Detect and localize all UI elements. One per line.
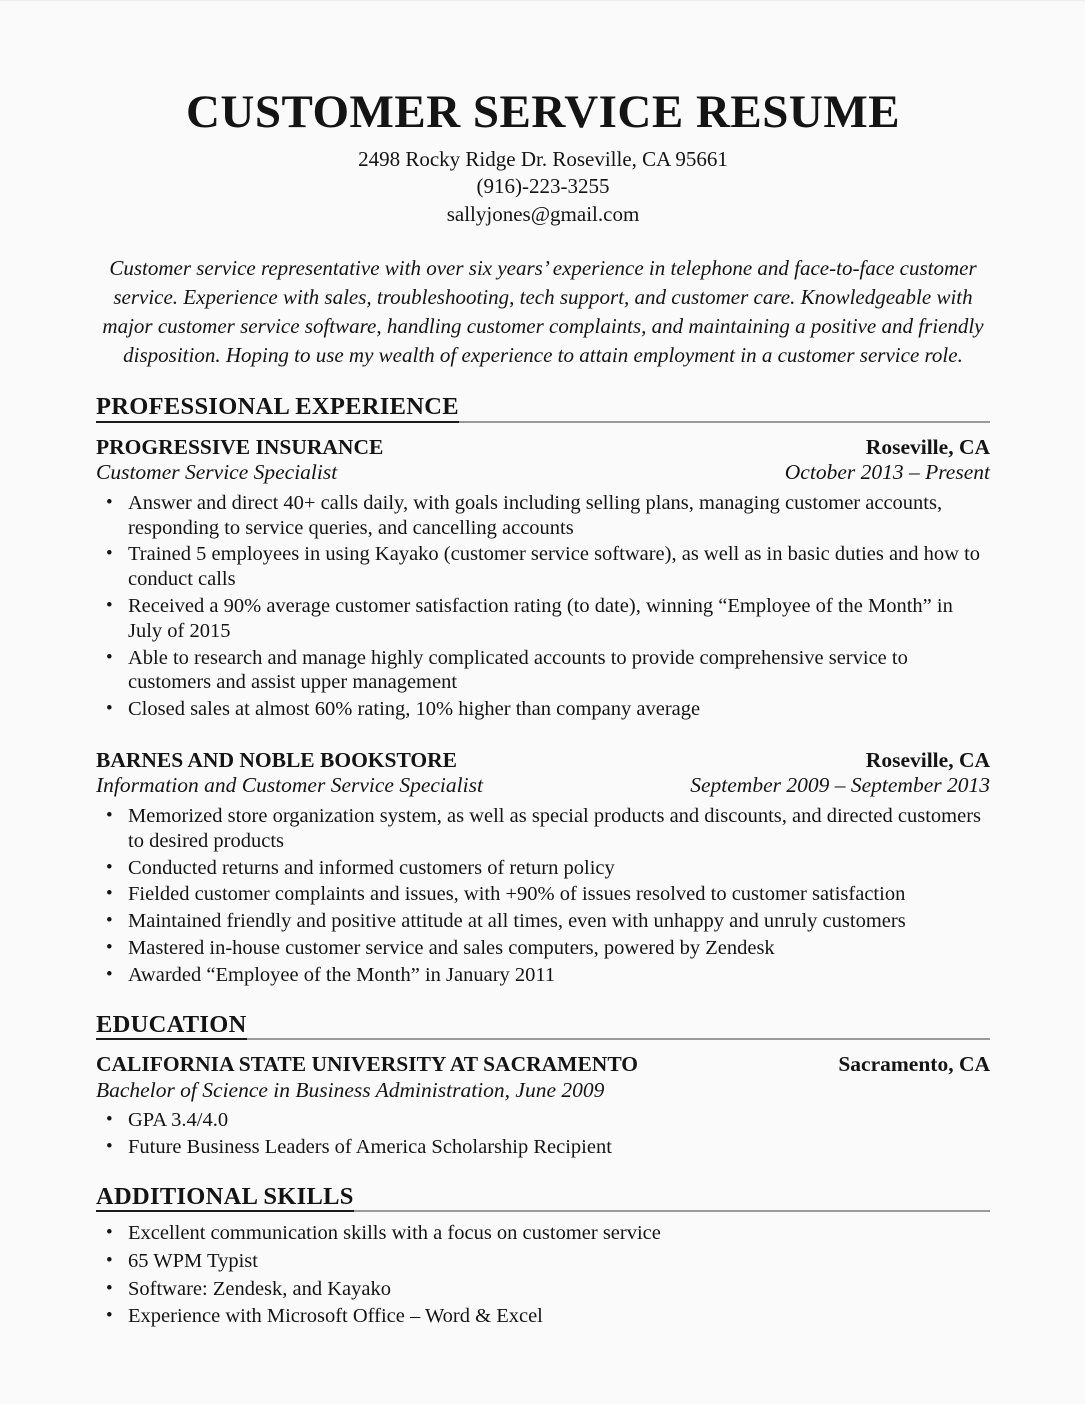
bullet-text: Excellent communication skills with a focus on customer service [128,1222,661,1245]
bullet-item [96,909,990,934]
section-heading-rule [96,395,990,423]
entry-subheader-row [96,773,990,799]
bullet-icon: • [106,646,113,668]
bullet-item [96,936,990,961]
bullet-icon: • [106,963,113,985]
bullet-item [96,1221,990,1246]
bullet-item [96,1277,990,1302]
contact-address: 2498 Rocky Ridge Dr. Roseville, CA 95661 [358,146,728,171]
section-heading: PROFESSIONAL EXPERIENCE [96,395,459,423]
bullet-item [96,1135,990,1160]
role-dates: September 2009 – September 2013 [690,773,990,798]
org-location: Sacramento, CA [838,1052,990,1076]
experience-entry-progressive [96,435,990,722]
bullet-item [96,1108,990,1133]
bullet-icon: • [106,856,113,878]
summary-paragraph: Customer service representative with over six years’ experience in telephone and face-to-face customer service. Experience with sales, troubleshooting, tech support, and customer care. Knowledgeable with major customer service software, handling customer complaints, and maintaining a positive and friendly disposition. Hoping to use my wealth of experience to attain employment in a customer service role. [102,256,984,368]
bullet-text: Future Business Leaders of America Scholarship Recipient [128,1135,612,1158]
education-entry [96,1052,990,1160]
experience-entry-barnes-noble [96,748,990,988]
bullet-item [96,646,990,696]
bullet-text: Memorized store organization system, as well as special products and discounts, and directed customers to desired products [128,804,981,852]
bullet-text: Answer and direct 40+ calls daily, with goals including selling plans, managing customer accounts, responding to service queries, and cancelling accounts [128,491,943,539]
section-heading-rule [96,1182,990,1213]
bullet-icon: • [106,594,113,616]
bullet-icon: • [106,1249,113,1271]
role-dates: October 2013 – Present [784,460,990,485]
role-title: Customer Service Specialist [96,460,338,485]
bullet-list [96,1221,990,1329]
bullet-text: Fielded customer complaints and issues, with +90% of issues resolved to customer satisfaction [128,883,906,906]
role-title: Bachelor of Science in Business Administration, June 2009 [96,1077,605,1102]
bullet-item [96,882,990,907]
bullet-icon: • [106,910,113,932]
section-additional-skills [96,1182,990,1330]
section-professional-experience [96,395,990,987]
bullet-icon: • [106,1109,113,1130]
section-heading: EDUCATION [96,1013,247,1041]
bullet-item [96,1249,990,1274]
bullet-text: Trained 5 employees in using Kayako (customer service software), as well as in basic duties and how to conduct calls [128,543,981,591]
bullet-item [96,1304,990,1329]
bullet-list [96,491,990,722]
bullet-text: Maintained friendly and positive attitude at all times, even with unhappy and unruly customers [128,910,906,933]
contact-phone: (916)-223-3255 [476,174,610,199]
org-name: BARNES AND NOBLE BOOKSTORE [96,747,458,772]
bullet-list [96,1108,990,1160]
bullet-icon: • [106,804,113,826]
entry-header-row [96,748,990,774]
bullet-icon: • [106,543,113,565]
bullet-item [96,697,990,722]
bullet-item [96,804,990,854]
entry-header-row [96,1052,990,1078]
role-title: Information and Customer Service Specialist [96,773,483,798]
bullet-icon: • [106,1135,113,1157]
contact-email: sallyjones@gmail.com [446,201,640,226]
bullet-icon: • [106,936,113,958]
org-location: Roseville, CA [865,747,990,772]
bullet-text: GPA 3.4/4.0 [128,1109,229,1131]
bullet-icon: • [106,1222,113,1244]
bullet-text: Awarded “Employee of the Month” in January 2011 [128,963,556,986]
bullet-text: Software: Zendesk, and Kayako [128,1277,391,1300]
bullet-icon: • [106,883,113,905]
bullet-item [96,963,990,988]
bullet-icon: • [106,1305,113,1327]
entry-header-row [96,435,990,461]
resume-document [96,1,990,1332]
section-education [96,1010,990,1160]
org-name: CALIFORNIA STATE UNIVERSITY AT SACRAMENTO [96,1052,638,1076]
bullet-icon: • [106,1277,113,1299]
bullet-item [96,594,990,644]
bullet-list [96,804,990,988]
org-name: PROGRESSIVE INSURANCE [96,434,384,459]
org-location: Roseville, CA [865,434,990,459]
bullet-text: Received a 90% average customer satisfaction rating (to date), winning “Employee of the Month” in July of 2015 [128,594,953,642]
bullet-text: Mastered in-house customer service and sales computers, powered by Zendesk [128,936,775,959]
resume-title: CUSTOMER SERVICE RESUME [185,86,901,138]
bullet-text: Closed sales at almost 60% rating, 10% higher than company average [128,698,701,721]
bullet-text: Conducted returns and informed customers of return policy [128,856,615,879]
bullet-text: 65 WPM Typist [128,1249,258,1272]
bullet-icon: • [106,491,113,513]
bullet-item [96,856,990,881]
resume-header [96,87,990,228]
bullet-text: Experience with Microsoft Office – Word & Excel [128,1305,543,1328]
bullet-item [96,542,990,592]
section-heading-rule [96,1010,990,1041]
skills-entry [96,1221,990,1329]
bullet-text: Able to research and manage highly complicated accounts to provide comprehensive service to customers and assist upper management [128,646,908,694]
bullet-item [96,491,990,541]
bullet-icon: • [106,698,113,720]
section-heading: ADDITIONAL SKILLS [96,1185,354,1213]
entry-subheader-row [96,1078,990,1104]
entry-subheader-row [96,460,990,486]
